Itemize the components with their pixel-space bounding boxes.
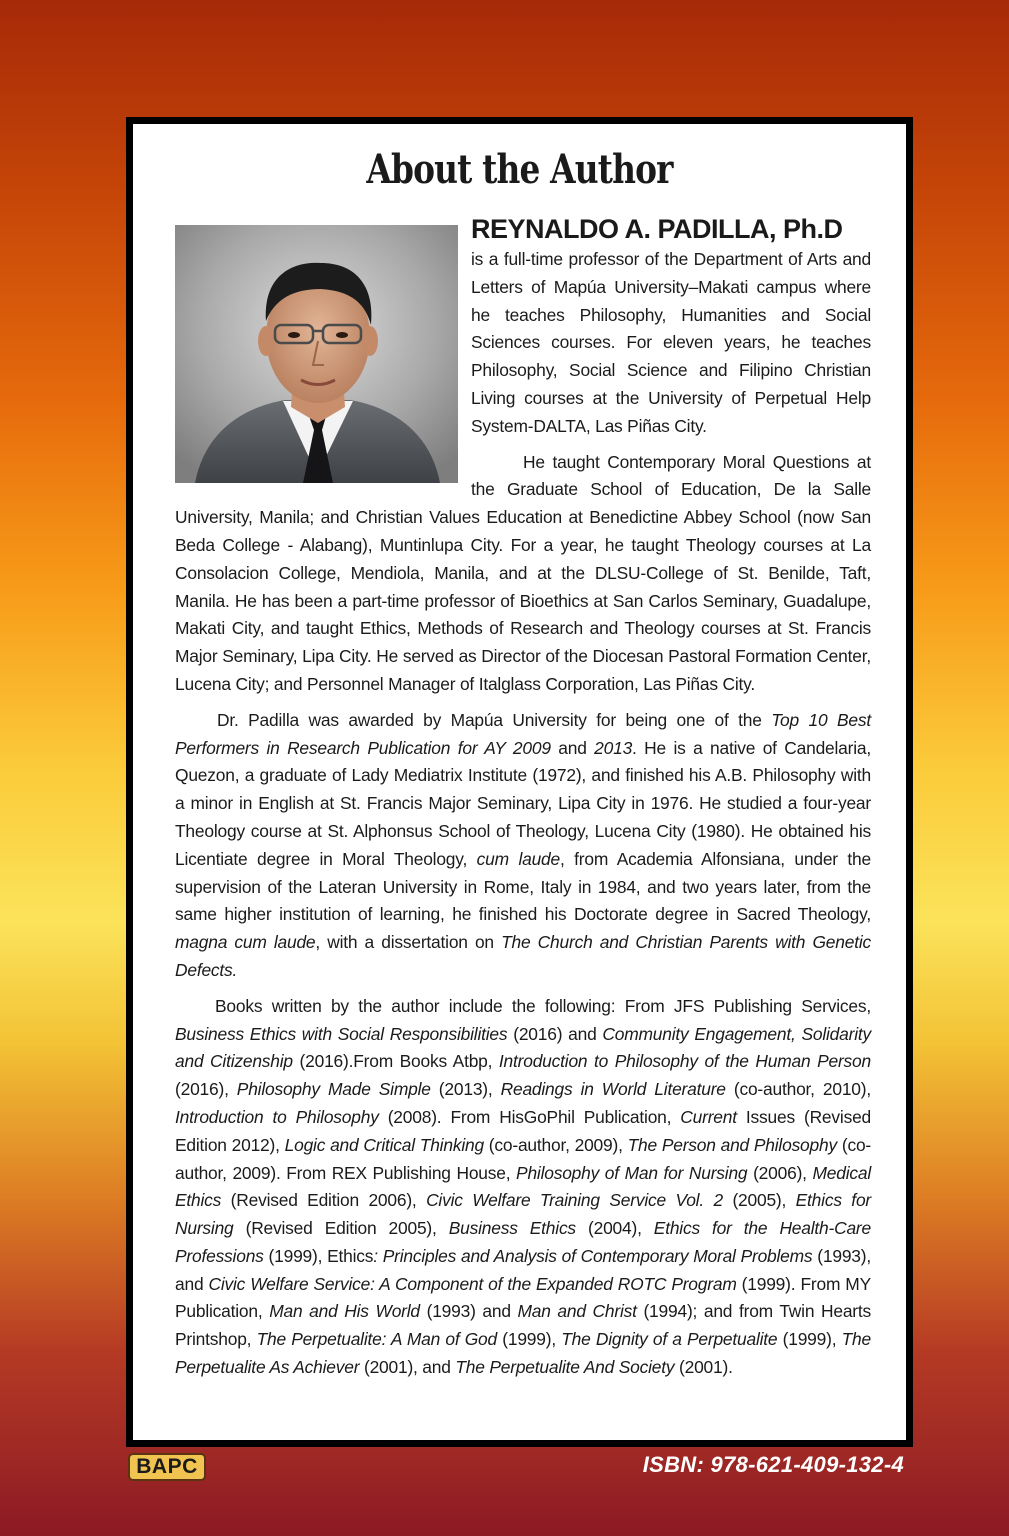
text-run: (2001), and xyxy=(359,1357,456,1378)
italic-title: Readings in World Literature xyxy=(500,1079,726,1100)
italic-title: The Dignity of a Perpetualite xyxy=(561,1329,778,1350)
text-run: (1993) and xyxy=(419,1301,518,1322)
italic-title: Business Ethics xyxy=(448,1218,576,1239)
text-run: (2006), xyxy=(747,1162,813,1183)
text-run: and xyxy=(550,737,595,758)
text-run: Dr. Padilla was awarded by Mapúa University for being one of the xyxy=(217,709,772,730)
italic-title: Man and Christ xyxy=(517,1301,637,1322)
italic-title: Civic Welfare Service: A Component of the Expanded ROTC Program xyxy=(208,1273,737,1294)
text-run: , from Academia Alfonsiana, under the supervision of the Lateran University in Rome, Italy in 1984, and two years later, from the same higher institution of learning, he finished his Doctorate degree in Sacred Theology, xyxy=(175,848,871,925)
text-run: Issues (Revised Edition 2012), xyxy=(175,1106,872,1155)
italic-title: magna cum laude xyxy=(175,932,316,953)
text-run: (Revised Edition 2005), xyxy=(233,1218,449,1239)
text-run: (Revised Edition 2006), xyxy=(221,1190,427,1211)
text-run: (1999), xyxy=(777,1329,842,1350)
italic-title: Introduction to Philosophy of the Human Person xyxy=(498,1051,871,1072)
italic-title: Community Engagement, Solidarity and Citizenship xyxy=(175,1023,871,1072)
text-run: (co-author, 2009). From REX Publishing House, xyxy=(175,1134,872,1183)
bio-paragraph-intro: is a full-time professor of the Department of Arts and Letters of Mapúa University–Makati campus where he teaches Philosophy, Humanities and Social Sciences courses. For eleven years, he teaches Philosophy, Social Science and Filipino Christian Living courses at the University of Perpetual Help System-DALTA, Las Piñas City. xyxy=(471,249,871,436)
italic-title: The Perpetualite: A Man of God xyxy=(256,1329,497,1350)
text-run: (2013), xyxy=(430,1079,501,1100)
text-run: (1993), and xyxy=(175,1245,871,1294)
text-run: (co-author, 2010), xyxy=(725,1079,872,1100)
author-bio xyxy=(175,212,871,1390)
text-run: (2001). xyxy=(674,1357,733,1378)
publisher-badge: BAPC xyxy=(128,1453,206,1481)
text-run: Books written by the author include the following: From JFS Publishing Services, xyxy=(215,995,871,1016)
italic-title: Medical Ethics xyxy=(175,1162,871,1211)
bio-paragraph-awards xyxy=(175,707,871,985)
italic-title: Current xyxy=(680,1106,737,1127)
author-name: REYNALDO A. PADILLA, Ph.D xyxy=(471,214,843,244)
italic-title: Top 10 Best Performers in Research Publication for AY 2009 xyxy=(175,709,871,758)
italic-title: The Perpetualite And Society xyxy=(455,1357,675,1378)
photo-spacer xyxy=(175,212,471,498)
bio-paragraph-books xyxy=(175,993,871,1382)
italic-title: Philosophy of Man for Nursing xyxy=(516,1162,748,1183)
text-run: (2016) and xyxy=(507,1023,603,1044)
italic-title: Man and His World xyxy=(269,1301,420,1322)
italic-title: Introduction to Philosophy xyxy=(175,1106,379,1127)
italic-title: 2013 xyxy=(594,737,633,758)
page-title: About the Author xyxy=(366,146,673,193)
text-run: (1999), xyxy=(497,1329,562,1350)
text-run: (co-author, 2009), xyxy=(483,1134,628,1155)
italic-title: Civic Welfare Training Service Vol. 2 xyxy=(426,1190,723,1211)
text-run: (2016), xyxy=(175,1079,237,1100)
text-run: (1999), Ethics xyxy=(263,1245,374,1266)
text-run: (2016).From Books Atbp, xyxy=(292,1051,499,1072)
italic-title: Philosophy Made Simple xyxy=(236,1079,431,1100)
text-run: (2004), xyxy=(575,1218,654,1239)
italic-title: Logic and Critical Thinking xyxy=(284,1134,484,1155)
italic-title: : Principles and Analysis of Contemporary Moral Problems xyxy=(373,1245,813,1266)
text-run: (2005), xyxy=(722,1190,796,1211)
italic-title: The Perpetualite As Achiever xyxy=(175,1329,871,1378)
text-run: (1994); and from Twin Hearts Printshop, xyxy=(175,1301,872,1350)
text-run: (1999). From MY Publication, xyxy=(175,1273,871,1322)
text-run: , with a dissertation on xyxy=(315,932,502,953)
isbn-label: ISBN: 978-621-409-132-4 xyxy=(642,1452,904,1477)
italic-title: Ethics for Nursing xyxy=(175,1190,872,1239)
italic-title: Business Ethics with Social Responsibilities xyxy=(175,1023,508,1044)
about-author-panel xyxy=(126,117,913,1447)
text-run: (2008). From HisGoPhil Publication, xyxy=(378,1106,681,1127)
bio-paragraph-teaching: He taught Contemporary Moral Questions at the Graduate School of Education, De la Salle University, Manila; and Christian Values Education at Benedictine Abbey School (now San Beda College - Alabang), Muntinlupa City. For a year, he taught Theology courses at La Consolacion College, Mendiola, Manila, and at the DLSU-College of St. Benilde, Taft, Manila. He has been a part-time professor of Bioethics at San Carlos Seminary, Guadalupe, Makati City, and taught Ethics, Methods of Research and Theology courses at St. Francis Major Seminary, Lipa City. He served as Director of the Diocesan Pastoral Formation Center, Lucena City; and Personnel Manager of Italglass Corporation, Las Piñas City. xyxy=(175,451,871,694)
text-run: . He is a native of Candelaria, Quezon, a graduate of Lady Mediatrix Institute (1972), and finished his A.B. Philosophy with a minor in English at St. Francis Major Seminary, Lipa City in 1976. He studied a four-year Theology course at St. Alphonsus School of Theology, Lucena City (1980). He obtained his Licentiate degree in Moral Theology, xyxy=(175,737,872,869)
italic-title: The Church and Christian Parents with Genetic Defects. xyxy=(175,932,871,980)
italic-title: Ethics for the Health-Care Professions xyxy=(175,1218,871,1266)
italic-title: cum laude xyxy=(476,848,560,869)
italic-title: The Person and Philosophy xyxy=(627,1134,837,1155)
